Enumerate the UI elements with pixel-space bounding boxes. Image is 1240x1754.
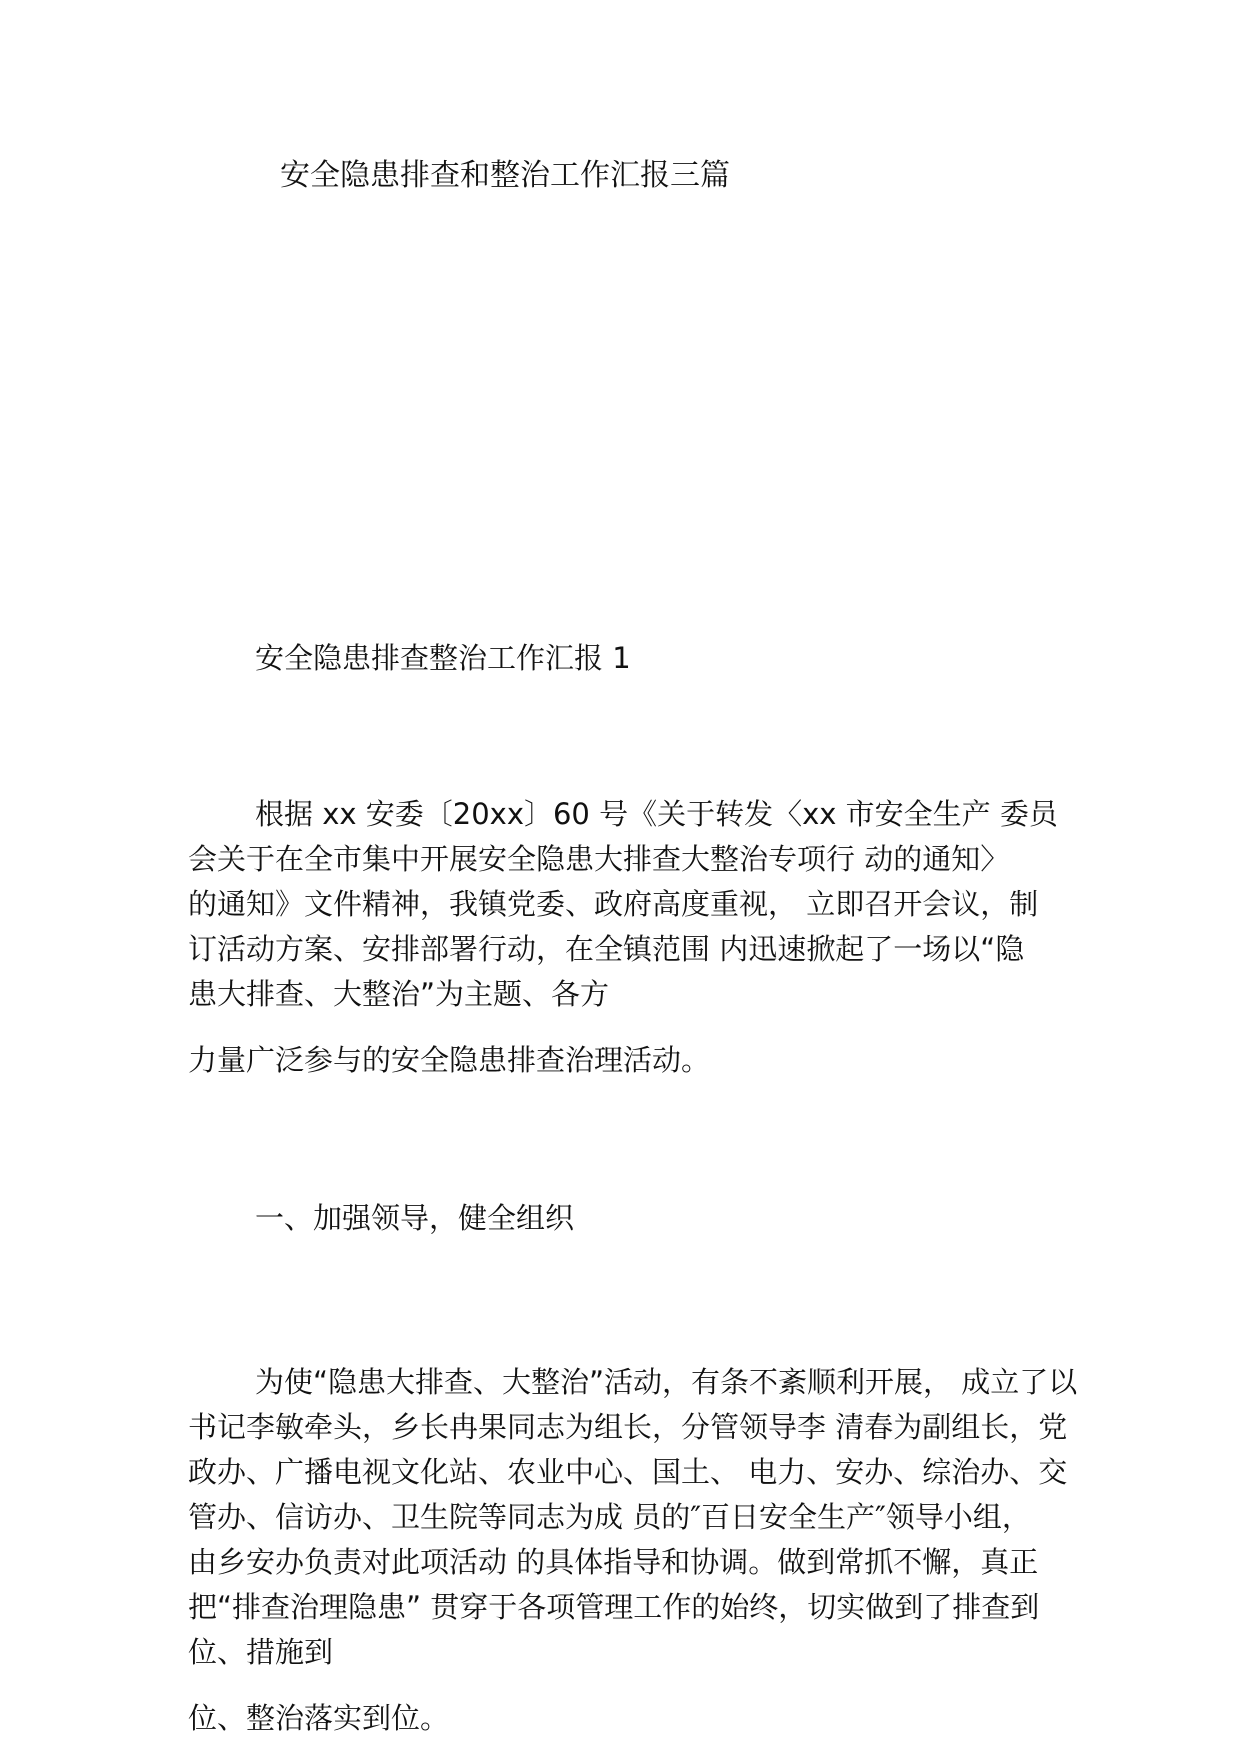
paragraph-2-line: 位、措施到 [188, 1635, 334, 1669]
paragraph-1-line: 的通知》文件精神，我镇党委、政府高度重视， 立即召开会议，制 [188, 887, 1039, 921]
section-1-heading: 一、加强领导，健全组织 [255, 1201, 575, 1235]
paragraph-1-line: 会关于在全市集中开展安全隐患大排查大整治专项行 动的通知〉 [188, 842, 1010, 876]
paragraph-1-line: 根据 xx 安委〔20xx〕60 号《关于转发〈xx 市安全生产 委员 [255, 797, 1058, 831]
paragraph-2-line: 书记李敏牵头，乡长冉果同志为组长，分管领导李 清春为副组长，党 [188, 1410, 1068, 1444]
paragraph-1-line: 订活动方案、安排部署行动，在全镇范围 内迅速掀起了一场以“隐 [188, 932, 1025, 966]
paragraph-2-line: 为使“隐患大排查、大整治”活动，有条不紊顺利开展， 成立了以 [255, 1365, 1078, 1399]
paragraph-2-line: 政办、广播电视文化站、农业中心、国土、 电力、安办、综治办、交 [188, 1455, 1068, 1489]
paragraph-2-line: 把“排查治理隐患” 贯穿于各项管理工作的始终，切实做到了排查到 [188, 1590, 1040, 1624]
paragraph-2-continuation: 位、整治落实到位。 [188, 1701, 450, 1735]
paragraph-1-continuation: 力量广泛参与的安全隐患排查治理活动。 [188, 1043, 711, 1077]
paragraph-1-line: 患大排查、大整治”为主题、各方 [188, 977, 610, 1011]
paragraph-2-line: 由乡安办负责对此项活动 的具体指导和协调。做到常抓不懈，真正 [188, 1545, 1039, 1579]
report-heading: 安全隐患排查整治工作汇报 1 [255, 641, 631, 675]
paragraph-2-line: 管办、信访办、卫生院等同志为成 员的″百日安全生产″领导小组， [188, 1500, 1031, 1534]
document-title: 安全隐患排查和整治工作汇报三篇 [280, 158, 730, 193]
